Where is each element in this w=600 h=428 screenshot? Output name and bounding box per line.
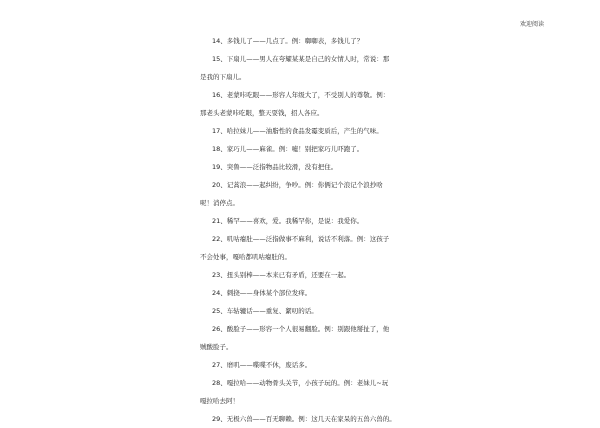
entry-18: 18、家巧儿——麻雀。例：嘘！别把家巧儿吓跑了。 [212,145,364,153]
entry-21: 21、稀罕——喜欢，爱。我稀罕你，是说：我爱你。 [212,217,364,225]
entry-15: 15、下扇儿——男人在夸耀某某是自己的女情人时，常说：那 [212,55,390,63]
entry-29: 29、无极六兽——百无聊赖。例：这几天在家呆的五兽六兽的。 [212,415,396,423]
entry-22-cont: 不会处事，嘎哈都叽咕瘪肚的。 [200,253,291,261]
entry-24: 24、刺挠——身体某个部位发痒。 [212,289,312,297]
entry-19: 19、突鲁——泛指物品比较滑，没有把住。 [212,163,338,171]
glossary-list [200,32,410,428]
entry-20-cont: 呢！消停点。 [200,199,239,207]
entry-26: 26、酸脸子——形容一个人很易翻脸。例：别跟他掰扯了，他 [212,325,390,333]
entry-23: 23、扭头别棒——本来已有矛盾，还要在一起。 [212,271,351,279]
entry-14: 14、多钱儿了——几点了。例：啣啣表，多钱儿了？ [212,37,364,45]
entry-16: 16、老蒙咔吃眼——形容人年级大了，不受别人的尊敬。例： [212,91,390,99]
entry-28-cont: 嘎拉哈去阿！ [200,397,239,405]
entry-17: 17、哈拉妹儿——油脂性的食品发霉变质后，产生的气味。 [212,127,383,135]
entry-25: 25、车轱辘话——重复、絮叨的话。 [212,307,318,315]
entry-15-cont: 是我的下扇儿。 [200,73,246,81]
page-header: 欢迎阅读 [520,21,545,28]
entry-16-cont: 那老头老蒙咔吃眼，整天耍钱，招人各应。 [200,109,324,117]
entry-28: 28、嘎拉哈——动物骨头关节，小孩子玩的。例：老妹儿~玩 [212,379,389,387]
entry-27: 27、磨叽——喋喋不休，废话多。 [212,361,312,369]
entry-26-cont: 贼酸脸子。 [200,343,233,351]
entry-20: 20、记蒿浪——起纠纷，争吵。例：你俩记个浪记个浪抄啥 [212,181,383,189]
entry-22: 22、叽咕瘪肚——泛指做事不麻利，说话不利落。例：这孩子 [212,235,390,243]
